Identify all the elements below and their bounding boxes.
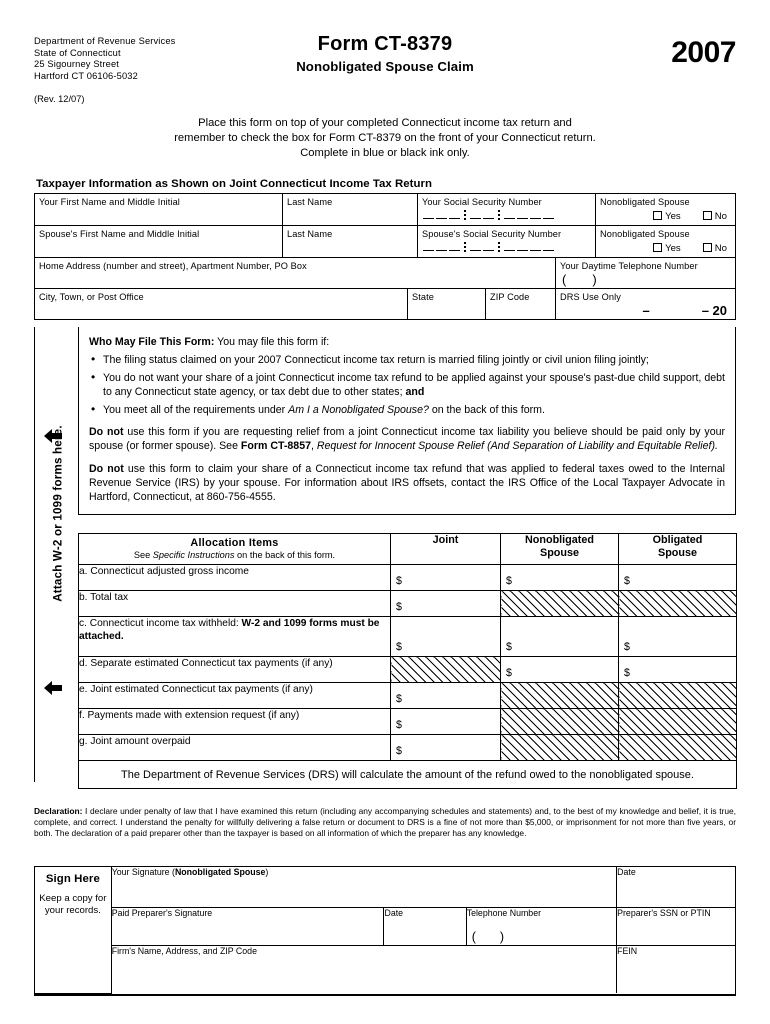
paid-preparer-label: Paid Preparer's Signature xyxy=(111,907,213,918)
allocation-nonobligated-header xyxy=(501,534,619,565)
allocation-footer-note: The Department of Revenue Services (DRS) will calculate the amount of the refund owed to the nonobligated spouse. xyxy=(79,761,737,789)
row-a-obl-currency: $ xyxy=(624,575,630,587)
who-may-file-bullets xyxy=(89,354,725,417)
do-not-2-text1: use this form to claim your share of a Connecticut income tax refund that was applied to federal taxes owed to the Internal Revenue Service (IRS) by your spouse. For information about IRS offsets, contact the IRS Office of the Local Taxpayer Advocate in Hartford, Connecticut, at 860-756-4555. xyxy=(89,462,725,503)
home-address-label: Home Address (number and street), Apartment Number, PO Box xyxy=(39,261,307,271)
your-signature-field[interactable] xyxy=(111,867,616,907)
row-g-letter: g. xyxy=(79,736,88,747)
spouse-nonobligated-no-checkbox[interactable] xyxy=(703,243,712,252)
allocation-obligated-header xyxy=(619,534,737,565)
home-address-field[interactable] xyxy=(35,258,555,288)
taxpayer-row-4 xyxy=(35,289,735,320)
row-c-joint-input[interactable] xyxy=(391,617,501,657)
preparer-ssn-field[interactable] xyxy=(617,907,735,945)
your-signature-pre: Your Signature ( xyxy=(111,867,175,877)
taxpayer-information-section xyxy=(34,176,736,320)
who-may-file-box xyxy=(78,327,736,515)
signature-table xyxy=(35,867,735,994)
alloc-sub-pre: See xyxy=(133,550,153,560)
bullet-item-1 xyxy=(89,354,725,368)
do-not-paragraph-1 xyxy=(89,426,725,454)
city-field[interactable] xyxy=(35,289,407,319)
taxpayer-row-3 xyxy=(35,258,735,289)
spouse-nonobligated-spouse-field xyxy=(595,226,735,257)
signature-row-2 xyxy=(35,907,735,945)
row-f-label-cell xyxy=(79,709,391,735)
row-b-joint-input[interactable] xyxy=(391,591,501,617)
do-not-1-bold: Do not xyxy=(89,426,124,439)
your-signature-bold: Nonobligated Spouse xyxy=(174,867,266,877)
your-ssn-label: Your Social Security Number xyxy=(422,197,542,207)
daytime-phone-label: Your Daytime Telephone Number xyxy=(560,261,698,271)
spouse-last-name-label: Last Name xyxy=(287,229,333,239)
attach-forms-label: Attach W-2 or 1099 forms here. xyxy=(51,425,65,602)
taxpayer-grid xyxy=(34,194,736,320)
alloc-sub-italic: Specific Instructions xyxy=(152,550,235,560)
bullet-2-bold: and xyxy=(405,385,425,398)
allocation-row-a xyxy=(79,565,737,591)
drs-use-only-marks xyxy=(556,303,727,318)
row-d-nonobligated-input[interactable] xyxy=(501,657,619,683)
allocation-row-e xyxy=(79,683,737,709)
allocation-row-f xyxy=(79,709,737,735)
row-c-obligated-input[interactable] xyxy=(619,617,737,657)
drs-use-only-field xyxy=(555,289,735,319)
joint-header-label: Joint xyxy=(432,534,459,546)
row-a-letter: a. xyxy=(79,566,88,577)
declaration-body: I declare under penalty of law that I have examined this return (including any accompanying schedules and statements) and, to the best of my knowledge and belief, it is true, complete, and correct. I understand the penalty for willfully delivering a false return or document to DRS is a fine of not more than $5,000, or imprisonment for not more than five years, or both. The declaration of a paid preparer other than the taxpayer is based on all information of which the preparer has any knowledge. xyxy=(34,806,736,839)
your-nonobligated-yes-label: Yes xyxy=(665,211,681,222)
agency-line-3: 25 Sigourney Street xyxy=(34,59,120,70)
do-not-1-text2: , xyxy=(310,440,317,453)
intro-line-2: remember to check the box for Form CT-8379 on the front of your Connecticut return. xyxy=(174,132,596,145)
allocation-joint-header xyxy=(391,534,501,565)
obligated-header-line1: Obligated xyxy=(652,534,703,546)
row-d-label-cell xyxy=(79,657,391,683)
your-ssn-field[interactable] xyxy=(417,194,595,225)
row-a-obligated-input[interactable] xyxy=(619,565,737,591)
form-subtitle: Nonobligated Spouse Claim xyxy=(296,59,474,74)
agency-line-2: State of Connecticut xyxy=(34,47,121,58)
allocation-items-title: Allocation Items xyxy=(190,537,279,549)
row-f-obligated-blocked xyxy=(619,709,737,735)
row-e-obligated-blocked xyxy=(619,683,737,709)
bullet-3-pre: You meet all of the requirements under xyxy=(103,403,289,416)
row-c-nonobligated-input[interactable] xyxy=(501,617,619,657)
bullet-2-text: You do not want your share of a joint Connecticut income tax refund to be applied against your spouse's past-due child support, debt to any Connecticut state agency, or tax debt due to other states; xyxy=(103,372,725,398)
obligated-header-line2: Spouse xyxy=(658,546,697,559)
row-d-non-currency: $ xyxy=(506,667,512,679)
row-f-label: Payments made with extension request (if any) xyxy=(87,710,300,721)
spouse-nonobligated-label: Nonobligated Spouse xyxy=(600,229,690,239)
row-a-nonobligated-input[interactable] xyxy=(501,565,619,591)
row-g-joint-input[interactable] xyxy=(391,735,501,761)
who-may-file-heading xyxy=(89,335,725,349)
row-b-label-cell xyxy=(79,591,391,617)
row-f-joint-currency: $ xyxy=(396,719,402,731)
row-d-joint-blocked xyxy=(391,657,501,683)
row-a-joint-currency: $ xyxy=(396,575,402,587)
spouse-nonobligated-no-label: No xyxy=(714,243,727,254)
keep-copy-label: Keep a copy for your records. xyxy=(39,893,107,917)
row-f-joint-input[interactable] xyxy=(391,709,501,735)
row-c-non-currency: $ xyxy=(506,641,512,653)
zip-label: ZIP Code xyxy=(490,292,530,302)
row-g-nonobligated-blocked xyxy=(501,735,619,761)
zip-field[interactable] xyxy=(485,289,555,319)
row-e-joint-input[interactable] xyxy=(391,683,501,709)
row-a-label: Connecticut adjusted gross income xyxy=(90,566,249,577)
intro-line-3: Complete in blue or black ink only. xyxy=(300,147,470,160)
row-c-label: Connecticut income tax withheld: xyxy=(89,618,242,629)
tax-year: 2007 xyxy=(671,36,736,69)
row-c-letter: c. xyxy=(79,618,87,629)
nonobligated-header-line2: Spouse xyxy=(540,546,579,559)
spouse-ssn-field[interactable] xyxy=(417,226,595,257)
allocation-table xyxy=(78,533,737,789)
fein-label: FEIN xyxy=(617,945,638,956)
allocation-row-c xyxy=(79,617,737,657)
row-e-letter: e. xyxy=(79,684,88,695)
spouse-first-name-label: Spouse's First Name and Middle Initial xyxy=(39,229,200,239)
title-group xyxy=(0,33,770,74)
row-e-label-cell xyxy=(79,683,391,709)
do-not-paragraph-2 xyxy=(89,463,725,504)
bullet-1-text: The filing status claimed on your 2007 Connecticut income tax return is married filing jointly or civil union filing jointly; xyxy=(103,354,649,366)
daytime-phone-field[interactable] xyxy=(555,258,735,288)
declaration-label: Declaration: xyxy=(34,806,83,816)
phone-parentheses: ( ) xyxy=(562,272,597,287)
who-may-file-heading-bold: Who May File This Form: xyxy=(89,336,215,348)
do-not-1-bold2: Form CT-8857 xyxy=(240,440,311,453)
city-label: City, Town, or Post Office xyxy=(39,292,144,302)
who-may-file-heading-rest: You may file this form if: xyxy=(214,336,330,348)
spouse-nonobligated-yes-checkbox[interactable] xyxy=(653,243,662,252)
preparer-date-field[interactable] xyxy=(384,907,466,945)
intro-line-1: Place this form on top of your completed Connecticut income tax return and xyxy=(198,117,572,129)
form-header xyxy=(0,0,770,110)
row-f-nonobligated-blocked xyxy=(501,709,619,735)
row-b-label: Total tax xyxy=(90,592,129,603)
allocation-row-g xyxy=(79,735,737,761)
preparer-ssn-label: Preparer's SSN or PTIN xyxy=(617,907,711,918)
do-not-1-text1: use this form if you are requesting relief from a joint Connecticut income tax liability you believe should be paid only by your spouse (or former spouse). See xyxy=(89,426,725,453)
agency-line-4: Hartford CT 06106-5032 xyxy=(34,70,138,81)
bullet-item-2 xyxy=(89,372,725,399)
do-not-1-italic: Request for Innocent Spouse Relief (And Separation of Liability and Equitable Relief). xyxy=(316,440,718,453)
row-a-joint-input[interactable] xyxy=(391,565,501,591)
row-c-obl-currency: $ xyxy=(624,641,630,653)
drs-dash-1: – xyxy=(642,303,650,318)
signature-row-1 xyxy=(35,867,735,907)
drs-dash-2: – 20 xyxy=(701,303,727,318)
revision-date: (Rev. 12/07) xyxy=(34,94,85,104)
your-last-name-label: Last Name xyxy=(287,197,333,207)
row-b-obligated-blocked xyxy=(619,591,737,617)
signature-date-field[interactable] xyxy=(617,867,735,907)
row-e-nonobligated-blocked xyxy=(501,683,619,709)
intro-instructions xyxy=(0,116,770,162)
signature-block xyxy=(34,866,736,996)
row-c-label-cell xyxy=(79,617,391,657)
your-nonobligated-label: Nonobligated Spouse xyxy=(600,197,690,207)
row-g-obligated-blocked xyxy=(619,735,737,761)
row-d-label: Separate estimated Connecticut tax payments (if any) xyxy=(90,658,333,669)
your-first-name-field[interactable] xyxy=(35,194,282,225)
preparer-telephone-field[interactable] xyxy=(466,907,616,945)
arrow-left-icon-bottom xyxy=(43,679,63,697)
form-title: Form CT-8379 xyxy=(317,33,453,55)
row-e-label: Joint estimated Connecticut tax payments (if any) xyxy=(90,684,313,695)
allocation-footer-row xyxy=(79,761,737,789)
your-signature-post: ) xyxy=(265,867,269,877)
sign-here-label: Sign Here xyxy=(45,873,100,885)
your-nonobligated-yes-checkbox[interactable] xyxy=(653,211,662,220)
agency-line-1: Department of Revenue Services xyxy=(34,36,176,46)
alloc-sub-post: on the back of this form. xyxy=(234,550,336,560)
state-field[interactable] xyxy=(407,289,485,319)
firm-name-label: Firm's Name, Address, and ZIP Code xyxy=(111,945,257,956)
row-f-letter: f. xyxy=(79,710,85,721)
bullet-3-italic: Am I a Nonobligated Spouse? xyxy=(288,403,429,416)
your-last-name-field[interactable] xyxy=(282,194,417,225)
spouse-first-name-field[interactable] xyxy=(35,226,282,257)
your-ssn-boxes[interactable] xyxy=(423,208,556,222)
attach-forms-sideband xyxy=(34,327,78,782)
firm-name-field[interactable] xyxy=(111,945,616,993)
row-e-joint-currency: $ xyxy=(396,693,402,705)
row-a-non-currency: $ xyxy=(506,575,512,587)
state-label: State xyxy=(412,292,434,302)
row-g-label-cell xyxy=(79,735,391,761)
row-b-nonobligated-blocked xyxy=(501,591,619,617)
row-g-joint-currency: $ xyxy=(396,745,402,757)
fein-field[interactable] xyxy=(617,945,735,993)
signature-date-label: Date xyxy=(617,867,636,877)
your-nonobligated-spouse-field xyxy=(595,194,735,225)
sign-here-cell xyxy=(35,867,111,993)
row-c-joint-currency: $ xyxy=(396,641,402,653)
your-nonobligated-no-checkbox[interactable] xyxy=(703,211,712,220)
taxpayer-row-2 xyxy=(35,226,735,258)
declaration-text xyxy=(34,806,736,840)
nonobligated-header-line1: Nonobligated xyxy=(525,534,594,546)
spouse-ssn-label: Spouse's Social Security Number xyxy=(422,229,562,239)
bullet-item-3 xyxy=(89,404,725,418)
signature-row-3 xyxy=(35,945,735,993)
row-g-label: Joint amount overpaid xyxy=(90,736,191,747)
row-b-letter: b. xyxy=(79,592,88,603)
row-d-obl-currency: $ xyxy=(624,667,630,679)
row-d-letter: d. xyxy=(79,658,88,669)
spouse-ssn-boxes[interactable] xyxy=(423,240,556,254)
preparer-date-label: Date xyxy=(384,907,404,918)
taxpayer-section-title: Taxpayer Information as Shown on Joint Connecticut Income Tax Return xyxy=(34,176,736,194)
your-nonobligated-choices xyxy=(653,211,727,222)
row-c-label-bold: W-2 and 1099 forms must be attached. xyxy=(79,618,380,642)
bullet-3-post: on the back of this form. xyxy=(428,403,545,416)
paid-preparer-signature-field[interactable] xyxy=(111,907,384,945)
row-b-joint-currency: $ xyxy=(396,601,402,613)
spouse-nonobligated-yes-label: Yes xyxy=(665,243,681,254)
allocation-row-d xyxy=(79,657,737,683)
row-a-label-cell xyxy=(79,565,391,591)
preparer-phone-parentheses: ( ) xyxy=(471,929,505,944)
taxpayer-row-1 xyxy=(35,194,735,226)
spouse-nonobligated-choices xyxy=(653,243,727,254)
allocation-row-b xyxy=(79,591,737,617)
your-nonobligated-no-label: No xyxy=(714,211,727,222)
spouse-last-name-field[interactable] xyxy=(282,226,417,257)
preparer-telephone-label: Telephone Number xyxy=(466,907,542,918)
allocation-items-subtitle xyxy=(79,550,390,560)
do-not-2-bold: Do not xyxy=(89,462,124,475)
row-d-obligated-input[interactable] xyxy=(619,657,737,683)
drs-use-only-label: DRS Use Only xyxy=(560,292,621,302)
allocation-items-header xyxy=(79,534,391,565)
allocation-header-row xyxy=(79,534,737,565)
your-first-name-label: Your First Name and Middle Initial xyxy=(39,197,180,207)
